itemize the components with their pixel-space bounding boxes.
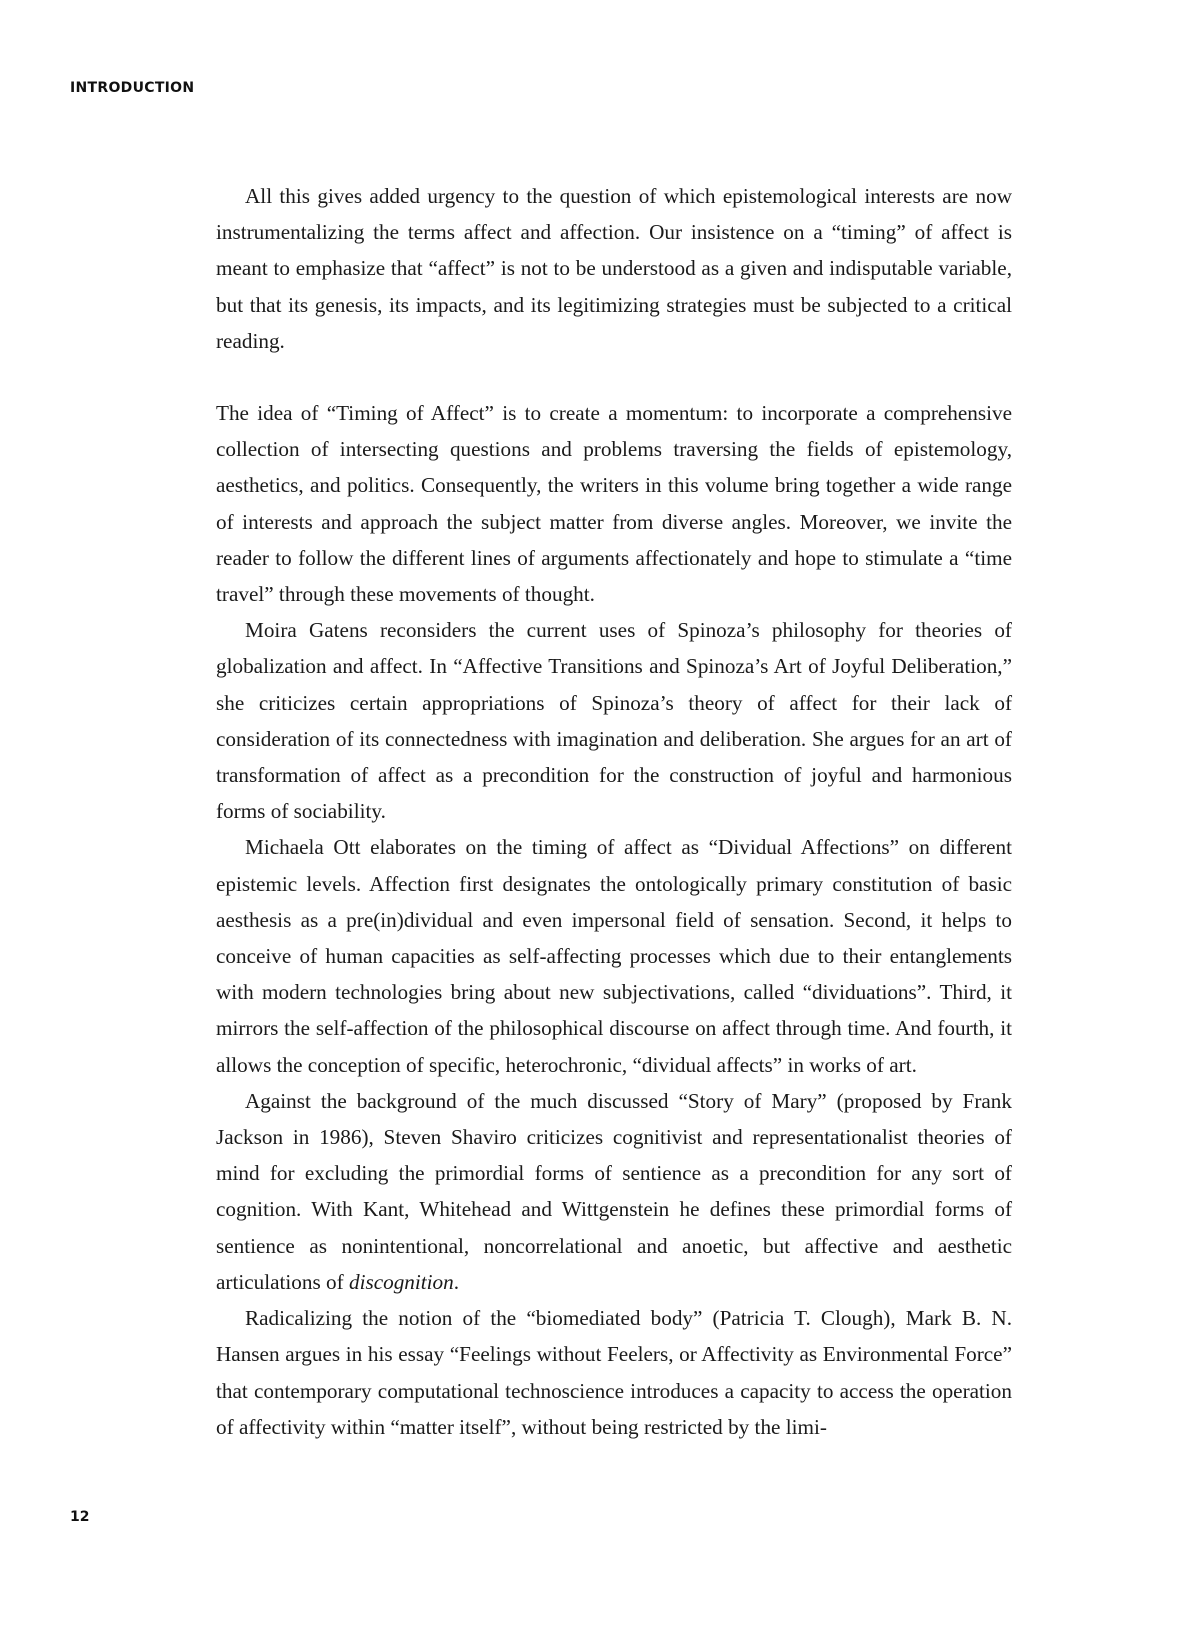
running-head: INTRODUCTION	[70, 80, 195, 96]
body-text	[216, 178, 1012, 1445]
page-number: 12	[70, 1509, 90, 1525]
paragraph-2: The idea of “Timing of Affect” is to create a momentum: to incorporate a comprehensive collection of intersecting questions and problems traversing the fields of epistemology, aesthetics, and politics. Consequently, the writers in this volume bring together a wide range of interests and approach the subject matter from diverse angles. Moreover, we invite the reader to follow the different lines of arguments affectionately and hope to stimulate a “time travel” through these movements of thought.	[216, 401, 1012, 607]
paragraph-5	[216, 1083, 1012, 1300]
paragraph-5-italic-term: discognition	[348, 1269, 454, 1294]
paragraph-5-text: Against the background of the much discussed “Story of Mary” (proposed by Frank Jackson in 1986), Steven Shaviro criticizes cognitivist and representationalist theories of mind for excluding the primordial forms of sentience as a precondition for any sort of cognition. With Kant, Whitehead and Wittgenstein he defines these primordial forms of sentience as nonintentional, noncorrelational and anoetic, but affective and aesthetic articulations of	[216, 1088, 1012, 1294]
paragraph-3: Moira Gatens reconsiders the current uses of Spinoza’s philosophy for theories of globalization and affect. In “Affective Transitions and Spinoza’s Art of Joyful Deliberation,” she criticizes certain appropriations of Spinoza’s theory of affect for their lack of consideration of its connectedness with imagination and deliberation. She argues for an art of transformation of affect as a precondition for the construction of joyful and harmonious forms of sociability.	[216, 618, 1012, 824]
paragraph-4: Michaela Ott elaborates on the timing of affect as “Dividual Affections” on different epistemic levels. Affection first designates the ontologically primary constitution of basic aesthesis as a pre(in)dividual and even impersonal field of sensation. Second, it helps to conceive of human capacities as self-affecting processes which due to their entanglements with modern technologies bring about new subjectivations, called “dividuations”. Third, it mirrors the self-affection of the philosophical discourse on affect through time. And fourth, it allows the conception of specific, heterochronic, “dividual affects” in works of art.	[216, 835, 1012, 1077]
paragraph-5-end: .	[453, 1269, 460, 1294]
paragraph-6: Radicalizing the notion of the “biomediated body” (Patricia T. Clough), Mark B. N. Hansen argues in his essay “Feelings without Feelers, or Affectivity as Environmental Force” that contemporary computational technoscience introduces a capacity to access the operation of affectivity within “matter itself”, without being restricted by the limi-	[216, 1306, 1012, 1439]
paragraph-1: All this gives added urgency to the question of which epistemological interests are now instrumentalizing the terms affect and affection. Our insistence on a “timing” of affect is meant to emphasize that “affect” is not to be understood as a given and indisputable variable, but that its genesis, its impacts, and its legitimizing strategies must be subjected to a critical reading.	[216, 184, 1012, 353]
